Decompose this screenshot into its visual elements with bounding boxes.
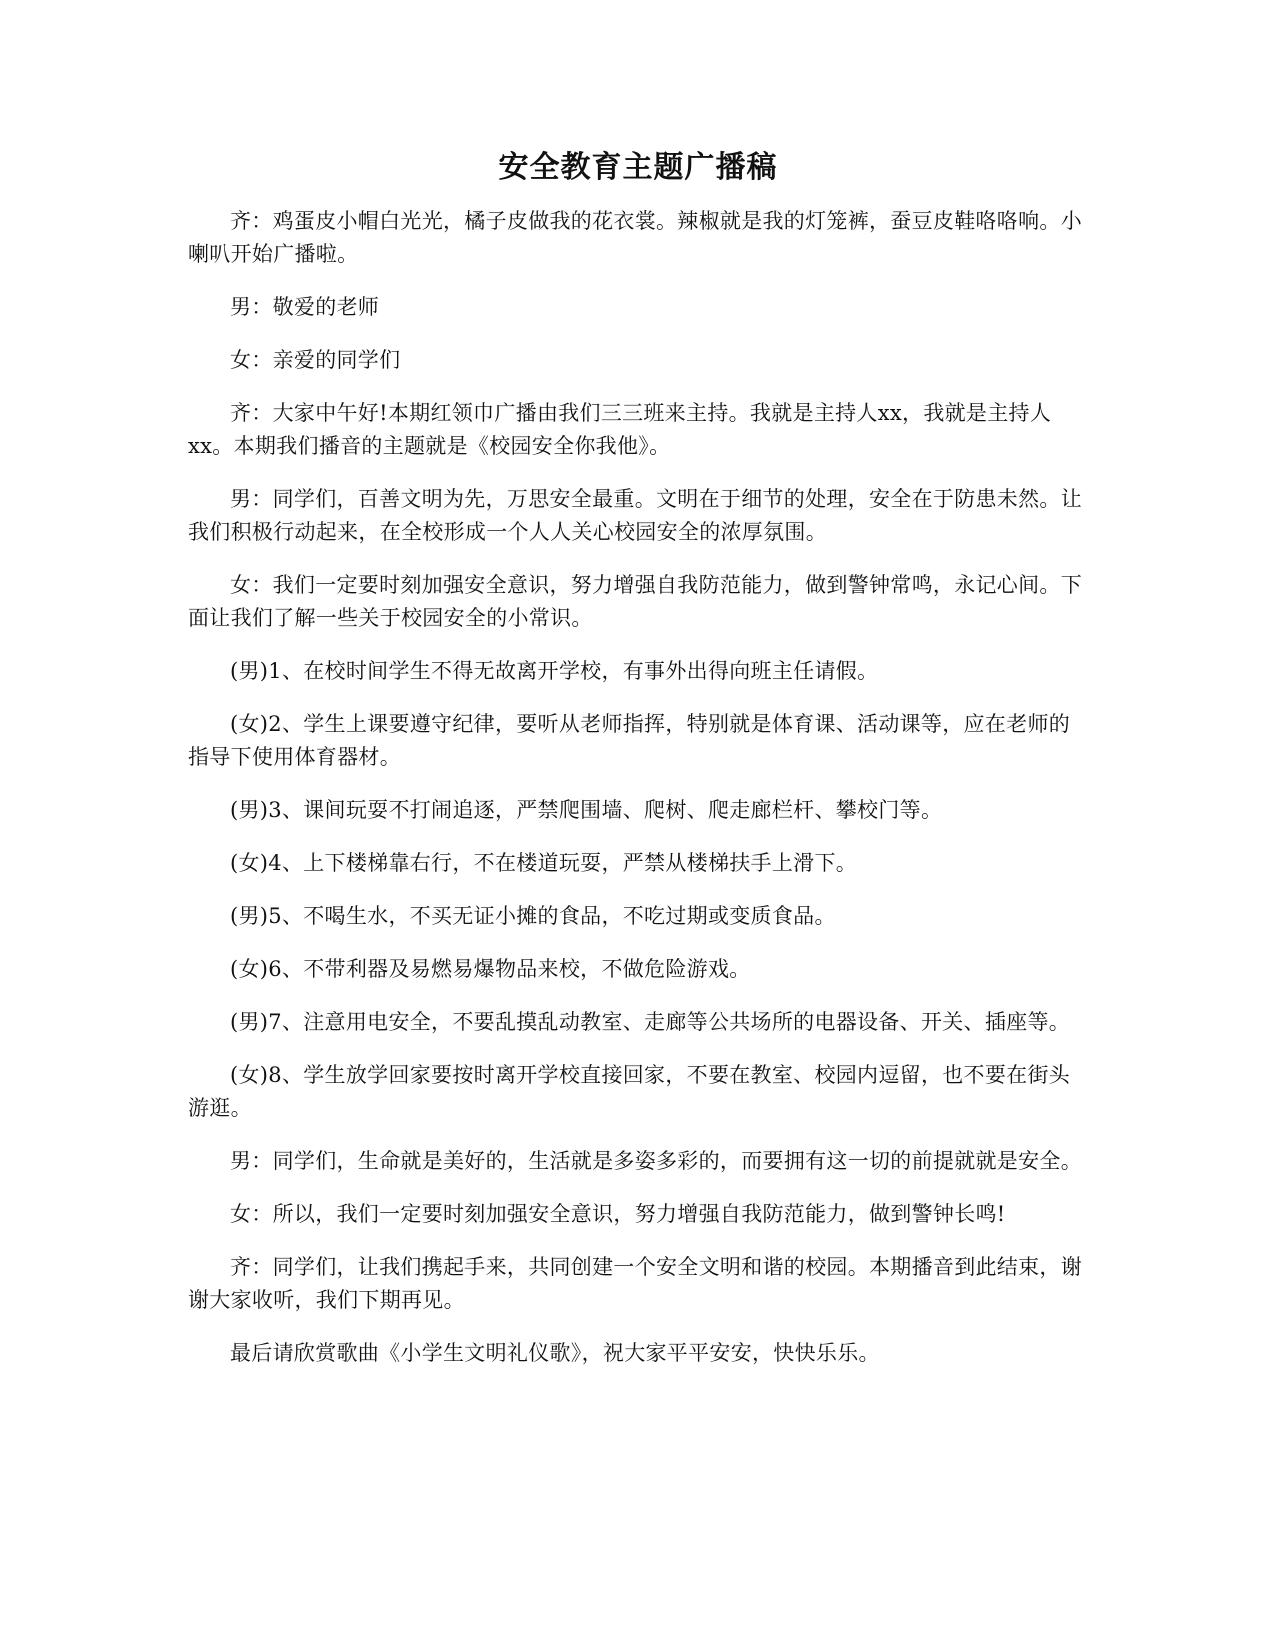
paragraph-female-greeting: 女：亲爱的同学们 (230, 348, 401, 372)
paragraph-male-civility: 男：同学们，百善文明为先，万思安全最重。文明在于细节的处理，安全在于防患未然。让我们积极行动起来，在全校形成一个人人关心校园安全的浓厚氛围。 (188, 487, 1082, 544)
paragraph-song: 最后请欣赏歌曲《小学生文明礼仪歌》，祝大家平平安安，快快乐乐。 (230, 1341, 880, 1365)
paragraph-closing: 齐：同学们，让我们携起手来，共同创建一个安全文明和谐的校园。本期播音到此结束，谢谢大家收听，我们下期再见。 (188, 1255, 1082, 1312)
paragraph-female-awareness: 女：我们一定要时刻加强安全意识，努力增强自我防范能力，做到警钟常鸣，永记心间。下面让我们了解一些关于校园安全的小常识。 (188, 573, 1082, 630)
paragraph-rule-1: (男)1、在校时间学生不得无故离开学校，有事外出得向班主任请假。 (230, 659, 879, 683)
paragraph-introduction: 齐：大家中午好!本期红领巾广播由我们三三班来主持。我就是主持人xx，我就是主持人xx。本期我们播音的主题就是《校园安全你我他》。 (188, 401, 1052, 458)
paragraph-rule-3: (男)3、课间玩耍不打闹追逐，严禁爬围墙、爬树、爬走廊栏杆、攀校门等。 (230, 798, 943, 822)
paragraph-rule-2: (女)2、学生上课要遵守纪律，要听从老师指挥，特别就是体育课、活动课等，应在老师的指导下使用体育器材。 (188, 712, 1071, 769)
paragraph-rule-7: (男)7、注意用电安全，不要乱摸乱动教室、走廊等公共场所的电器设备、开关、插座等。 (230, 1010, 1071, 1034)
paragraph-rule-4: (女)4、上下楼梯靠右行，不在楼道玩耍，严禁从楼梯扶手上滑下。 (230, 851, 858, 875)
paragraph-rule-5: (男)5、不喝生水，不买无证小摊的食品，不吃过期或变质食品。 (230, 904, 836, 928)
paragraph-male-greeting: 男：敬爱的老师 (230, 295, 380, 319)
paragraph-opening-rhyme: 齐：鸡蛋皮小帽白光光，橘子皮做我的花衣裳。辣椒就是我的灯笼裤，蚕豆皮鞋咯咯响。小喇叭开始广播啦。 (188, 209, 1082, 266)
document-body (188, 148, 1088, 1390)
paragraph-rule-6: (女)6、不带利器及易燃易爆物品来校，不做危险游戏。 (230, 957, 751, 981)
paragraph-female-alarm: 女：所以，我们一定要时刻加强安全意识，努力增强自我防范能力，做到警钟长鸣! (230, 1202, 1006, 1226)
document-title: 安全教育主题广播稿 (498, 150, 778, 185)
paragraph-male-life: 男：同学们，生命就是美好的，生活就是多姿多彩的，而要拥有这一切的前提就就是安全。 (230, 1149, 1082, 1173)
paragraph-rule-8: (女)8、学生放学回家要按时离开学校直接回家，不要在教室、校园内逗留，也不要在街头游逛。 (188, 1063, 1071, 1120)
